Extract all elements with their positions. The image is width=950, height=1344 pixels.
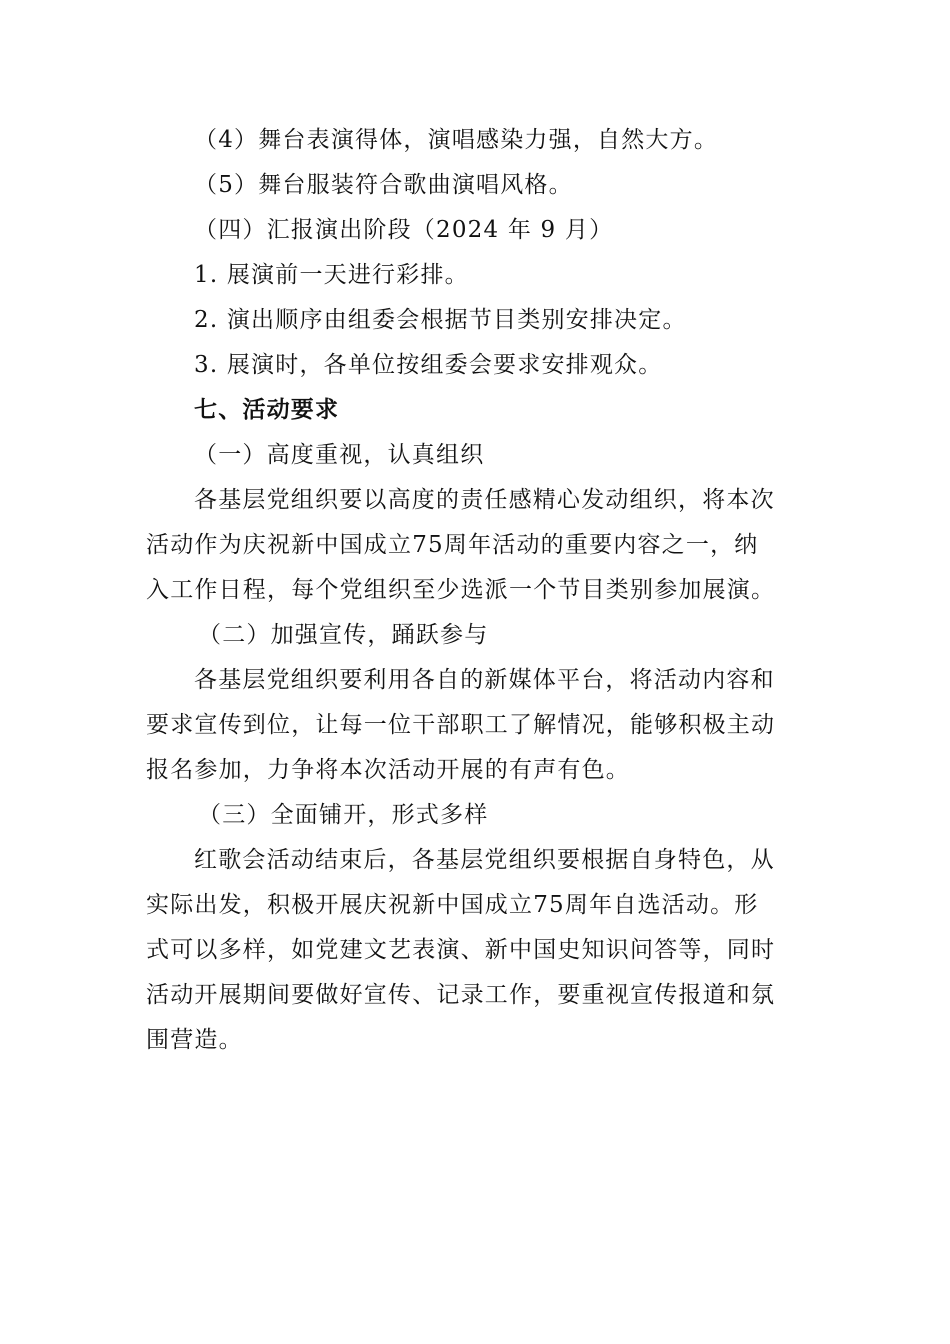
paragraph-line: 实际出发，积极开展庆祝新中国成立75周年自选活动。形: [146, 892, 759, 918]
paragraph-line: 式可以多样，如党建文艺表演、新中国史知识问答等，同时: [146, 937, 776, 963]
step-item-2: 2. 演出顺序由组委会根据节目类别安排决定。: [194, 307, 687, 333]
paragraph-line: 围营造。: [146, 1027, 243, 1053]
paragraph-line: 各基层党组织要利用各自的新媒体平台，将活动内容和: [194, 667, 775, 693]
paragraph-rollout: [146, 838, 810, 1063]
paragraph-line: 红歌会活动结束后，各基层党组织要根据自身特色，从: [194, 847, 775, 873]
paragraph-line: 要求宣传到位，让每一位干部职工了解情况，能够积极主动: [146, 712, 776, 738]
subheading-publicity: （二）加强宣传，踊跃参与: [198, 622, 489, 648]
paragraph-attention: [146, 478, 810, 613]
paragraph-publicity: [146, 658, 810, 793]
paragraph-line: 报名参加，力争将本次活动开展的有声有色。: [146, 757, 630, 783]
criteria-item-5: （5）舞台服装符合歌曲演唱风格。: [194, 172, 573, 198]
paragraph-line: 入工作日程，每个党组织至少选派一个节目类别参加展演。: [146, 577, 776, 603]
chapter-heading-requirements: 七、活动要求: [194, 397, 340, 423]
paragraph-line: 各基层党组织要以高度的责任感精心发动组织，将本次: [194, 487, 775, 513]
subheading-attention: （一）高度重视，认真组织: [194, 442, 485, 468]
section-heading-performance-stage: （四）汇报演出阶段（2024 年 9 月）: [194, 217, 614, 243]
criteria-item-4: （4）舞台表演得体，演唱感染力强，自然大方。: [194, 127, 719, 153]
subheading-rollout: （三）全面铺开，形式多样: [198, 802, 489, 828]
paragraph-line: 活动开展期间要做好宣传、记录工作，要重视宣传报道和氛: [146, 982, 776, 1008]
step-item-3: 3. 展演时，各单位按组委会要求安排观众。: [194, 352, 663, 378]
paragraph-line: 活动作为庆祝新中国成立75周年活动的重要内容之一，纳: [146, 532, 759, 558]
step-item-1: 1. 展演前一天进行彩排。: [194, 262, 469, 288]
document-body: [146, 118, 810, 1063]
